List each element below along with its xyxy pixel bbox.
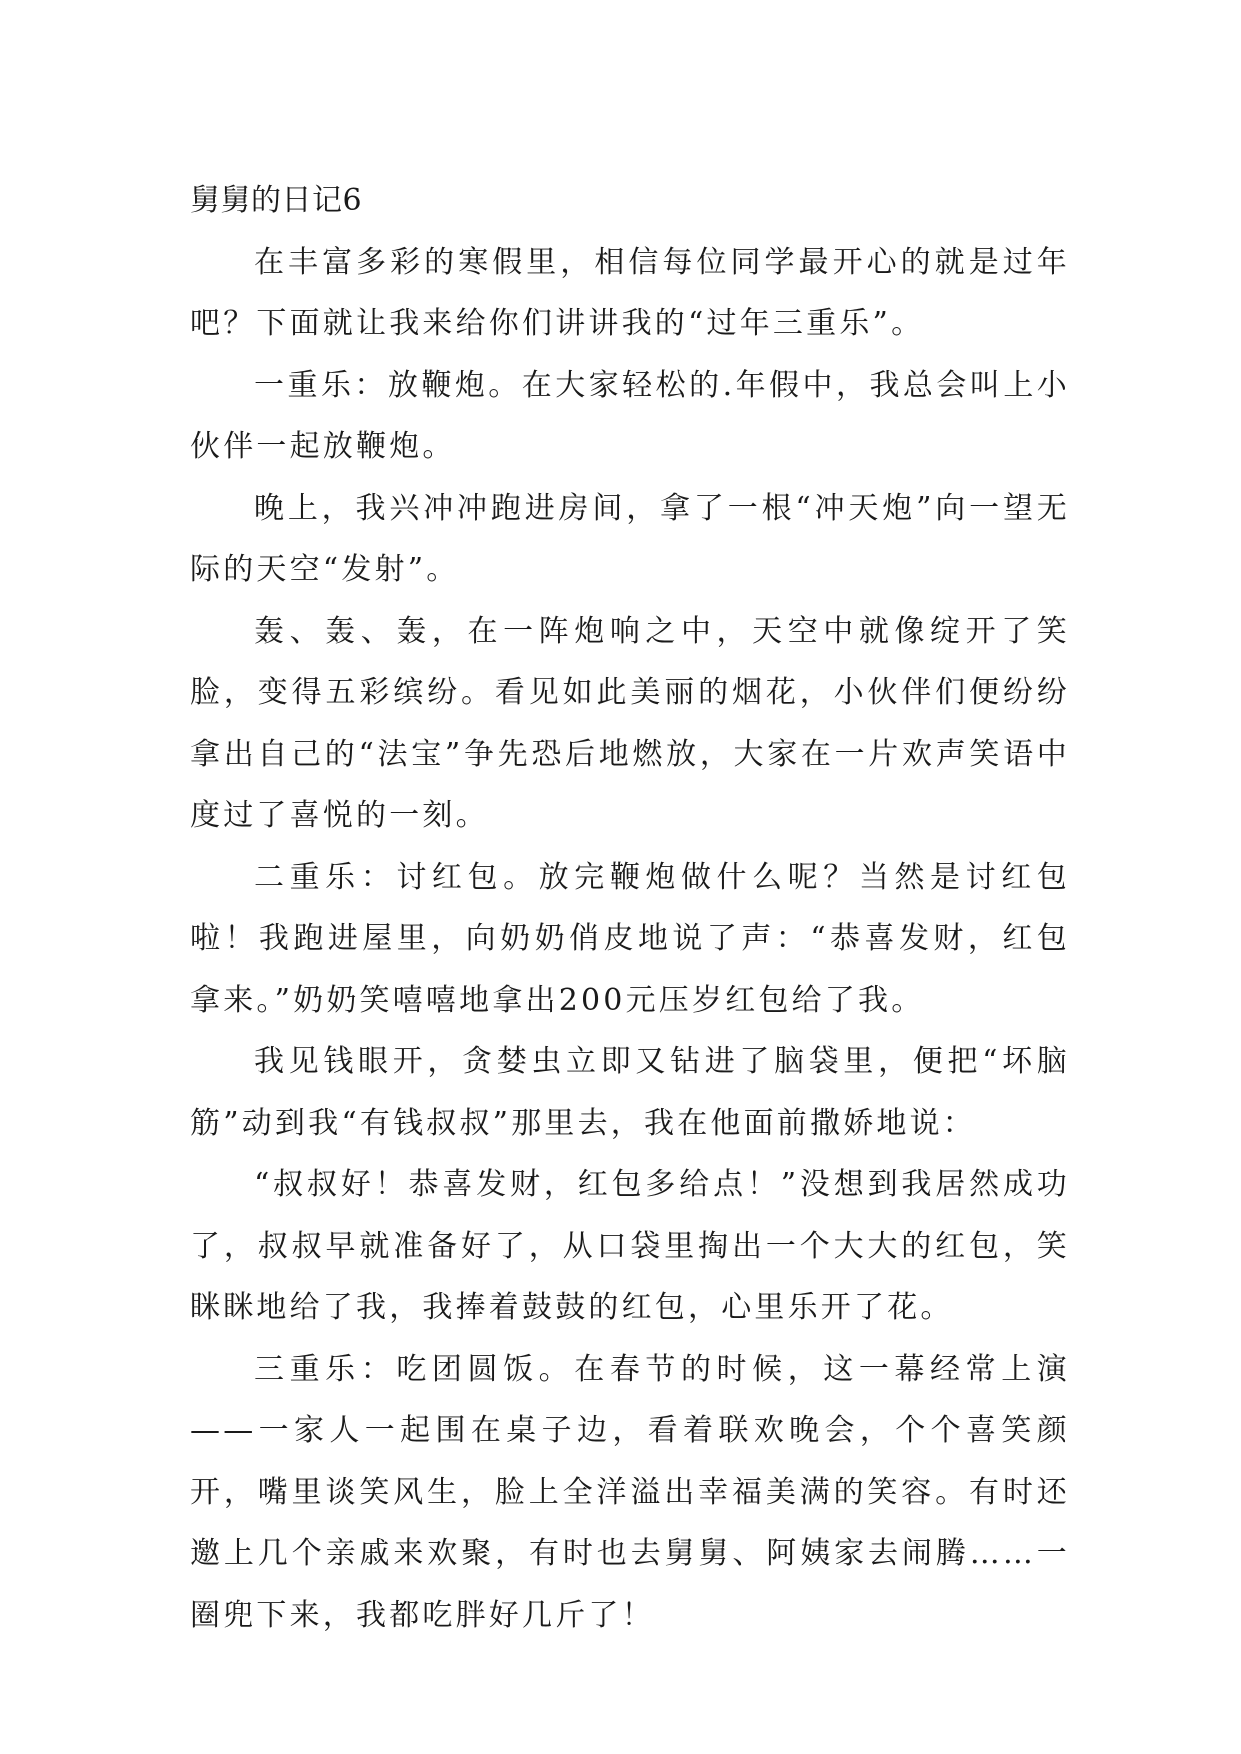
document-body [190, 170, 1070, 1646]
paragraph-intro: 在丰富多彩的寒假里，相信每位同学最开心的就是过年吧？下面就让我来给你们讲讲我的“过年三重乐”。 [190, 244, 1070, 341]
paragraph-firecrackers: 一重乐：放鞭炮。在大家轻松的.年假中，我总会叫上小伙伴一起放鞭炮。 [190, 367, 1070, 464]
document-title: 舅舅的日记6 [190, 183, 363, 218]
paragraph-evening-rocket: 晚上，我兴冲冲跑进房间，拿了一根“冲天炮”向一望无际的天空“发射”。 [190, 490, 1070, 587]
paragraph-reunion-dinner: 三重乐：吃团圆饭。在春节的时候，这一幕经常上演——一家人一起围在桌子边，看着联欢晚会，个个喜笑颜开，嘴里谈笑风生，脸上全洋溢出幸福美满的笑容。有时还邀上几个亲戚来欢聚，有时也去舅舅、阿姨家去闹腾……一圈兜下来，我都吃胖好几斤了！ [190, 1351, 1070, 1633]
paragraph-red-envelope: 二重乐：讨红包。放完鞭炮做什么呢？当然是讨红包啦！我跑进屋里，向奶奶俏皮地说了声：“恭喜发财，红包拿来。”奶奶笑嘻嘻地拿出200元压岁红包给了我。 [190, 859, 1070, 1018]
paragraph-greeting: “叔叔好！恭喜发财，红包多给点！”没想到我居然成功了，叔叔早就准备好了，从口袋里掏出一个大大的红包，笑眯眯地给了我，我捧着鼓鼓的红包，心里乐开了花。 [190, 1167, 1070, 1325]
paragraph-fireworks: 轰、轰、轰，在一阵炮响之中，天空中就像绽开了笑脸，变得五彩缤纷。看见如此美丽的烟花，小伙伴们便纷纷拿出自己的“法宝”争先恐后地燃放，大家在一片欢声笑语中度过了喜悦的一刻。 [190, 613, 1070, 833]
paragraph-uncle: 我见钱眼开，贪婪虫立即又钻进了脑袋里，便把“坏脑筋”动到我“有钱叔叔”那里去，我在他面前撒娇地说： [190, 1044, 1070, 1141]
